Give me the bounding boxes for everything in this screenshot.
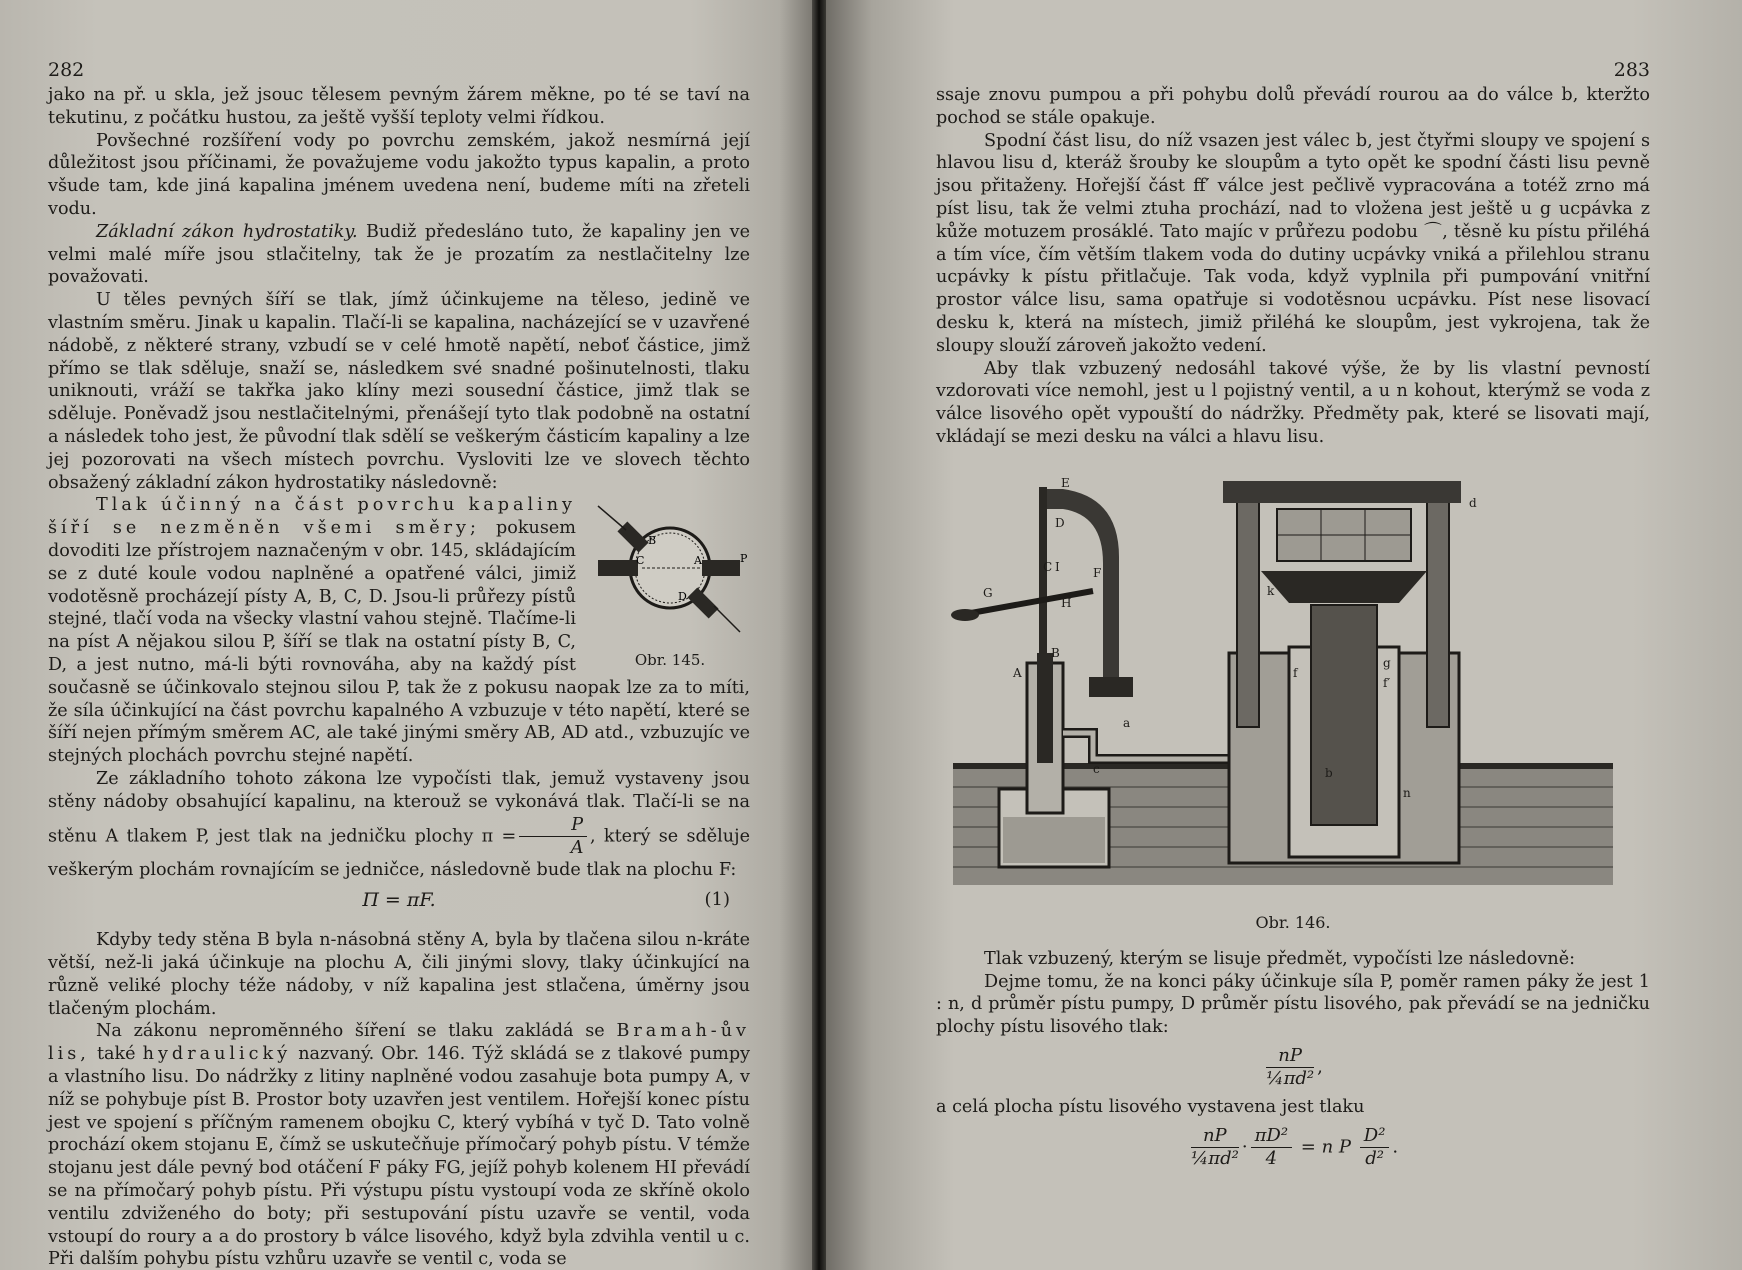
paragraph-text: , který se sděluje veškerým plochám rovnajícím se jedničce, následovně bude tlak na plochu F: <box>48 826 750 880</box>
fig146-label-f-low: f <box>1293 665 1298 680</box>
fig146-label-f: F <box>1093 565 1102 580</box>
law-spaced: Tlak účinný na část povrchu kapaliny šíří se nezměněn všemi směry; <box>48 495 576 539</box>
fig145-label-b: B <box>648 534 657 548</box>
figure-145-drawing <box>590 500 750 640</box>
formula-2-tail: , <box>1317 1056 1323 1078</box>
section-heading: Základní zákon hydrostatiky. <box>96 221 358 242</box>
right-page <box>826 0 1742 1270</box>
fig145-label-a: A <box>694 554 702 568</box>
fraction-numerator: P <box>519 814 587 837</box>
fraction-numerator: nP <box>1191 1125 1239 1148</box>
page-number-right: 283 <box>1613 59 1650 81</box>
figure-146 <box>936 467 1650 932</box>
paragraph: ssaje znovu pumpou a při pohybu dolů převádí rourou aa do válce b, kteržto pochod se stále opakuje. <box>936 85 1650 128</box>
paragraph-text: pokusem dovoditi lze přístrojem naznačeným v obr. 145, skládajícím se z duté koule vodou naplněné a opatřené válci, jimiž vodotěsně procházejí písty A, B, C, D. Jsou-li průřezy pístů stejné, tlačí voda na všecky vlastní vahou stejně. Tlačíme-li na píst A nějakou silou P, šíří se tlak na ostatní písty B, C, D, a jest nutno, má-li býti rovnováha, aby na každý píst současně se účinkovalo stejnou silou P, tak že z pokusu naopak lze za to míti, že síla účinkující na část povrchu kapalného A vzbuzuje v této napětí, které se šíří nejen přímým směrem AC, ale také jinými směry AB, AD atd., vzbuzujíc ve stejných plochách povrchu stejné napětí. <box>48 518 750 767</box>
formula-3-equals: = n P <box>1300 1136 1352 1158</box>
fig146-label-e: E <box>1061 475 1070 490</box>
paragraph <box>48 221 750 289</box>
fig146-label-n: n <box>1403 785 1411 800</box>
right-body-lower <box>936 948 1650 1170</box>
paragraph: Dejme tomu, že na konci páky účinkuje síla P, poměr ramen páky že jest 1 : n, d průměr pístu pumpy, D průměr pístu lisového, pak převádí se na jedničku plochy pístu lisového tlak: <box>936 971 1650 1038</box>
paragraph: Aby tlak vzbuzený nedosáhl takové výše, že by lis vlastní pevností vzdorovati více nemohl, jest u l pojistný ventil, a u n kohout, kterýmž se voda z válce lisového opět vypouští do nádržky. Předměty pak, které se lisovati mají, vkládají se mezi desku na válci a hlavu lisu. <box>936 358 1650 447</box>
book-spine <box>812 0 826 1270</box>
fig146-label-b-cap: B <box>1051 645 1060 660</box>
fig146-label-a-cap: A <box>1013 665 1022 680</box>
fig146-label-k: k <box>1267 583 1275 598</box>
formula-2-fraction <box>1266 1045 1314 1090</box>
fraction-numerator: D² <box>1360 1125 1390 1148</box>
formula-3-fraction-b <box>1251 1125 1292 1170</box>
figure-145-caption: Obr. 145. <box>634 651 706 670</box>
fig146-label-f-prime: f′ <box>1383 675 1391 690</box>
fraction-denominator: d² <box>1365 1147 1384 1169</box>
formula-1 <box>48 889 750 917</box>
paragraph: Povšechné rozšíření vody po povrchu zemském, jakož nesmírná její důležitost jsou příčinami, že považujeme vodu jakožto typus kapalin, a proto všude tam, kde jiná kapalina jménem uvedena není, budeme míti na zřeteli vodu. <box>48 130 750 219</box>
fig146-label-a: a <box>1123 715 1131 730</box>
paragraph-text: Ze základního tohoto zákona lze vypočísti tlak, jemuž vystaveny jsou stěny nádoby obsahující kapalinu, na kterouž se vykonává tlak. Tlačí-li se na stěnu A tlakem P, jest tlak na jedničku plochy π = <box>48 768 750 846</box>
left-page <box>0 0 812 1270</box>
page-number-left: 282 <box>48 59 85 81</box>
fraction-denominator: ¼πd² <box>1266 1067 1315 1089</box>
right-body <box>936 84 1650 449</box>
paragraph <box>48 1020 750 1270</box>
fig146-label-d: d <box>1469 495 1477 510</box>
fig146-label-c-cap: C <box>1043 559 1053 574</box>
paragraph: Kdyby tedy stěna B byla n-násobná stěny A, byla by tlačena silou n-kráte větší, než-li jaká účinkuje na plochu A, čili jinými slovy, tlaky účinkující na různě veliké plochy téže nádoby, v níž kapalina jest stlačena, úměrny jsou tlačeným plochám. <box>48 930 750 1019</box>
formula-3-dot: · <box>1241 1136 1248 1158</box>
formula-3 <box>936 1125 1650 1170</box>
formula-2 <box>936 1045 1650 1090</box>
formula-1-expression: Π = πF. <box>362 889 436 912</box>
fraction-denominator: ¼πd² <box>1190 1147 1239 1169</box>
fig146-label-g-low: g <box>1383 655 1391 670</box>
fraction-denominator: 4 <box>1265 1147 1278 1169</box>
left-body <box>48 84 750 1270</box>
fig146-label-i: I <box>1055 559 1060 574</box>
fig146-label-g: G <box>983 585 993 600</box>
figure-145 <box>590 500 750 670</box>
fig146-label-d-cap: D <box>1055 515 1065 530</box>
paragraph-text: nazvaný. Obr. 146. Týž skládá se z tlakové pumpy a vlastního lisu. Do nádržky z litiny naplněné vodou zasahuje bota pumpy A, v níž se pohybuje píst B. Prostor boty uzavřen jest ventilem. Hořejší konec pístu jest ve spojení s příčným ramenem obojku C, který vybíhá v tyč D. Tato volně prochází okem stojanu E, čímž se uskutečňuje přímočarý pohyb pístu. V témže stojanu jest dále pevný bod otáčení F páky FG, jejíž pohyb kolenem HI převádí se na přímočarý pohyb pístu. Při výstupu pístu vystoupí voda ze skříně okolo ventilu zdviženého do boty; při sestupování pístu uzavře se ventil, voda vstoupí do roury a a do prostory b válce lisového, když byla zdvihla ventil u c. Při dalším pohybu pístu vzhůru uzavře se ventil c, voda se <box>48 1044 751 1270</box>
figure-146-caption: Obr. 146. <box>1255 912 1331 932</box>
fig145-label-p: P <box>740 552 748 566</box>
figure-146-drawing <box>943 467 1643 907</box>
paragraph: Spodní část lisu, do níž vsazen jest válec b, jest čtyřmi sloupy ve spojení s hlavou lisu d, kteráž šrouby ke sloupům a tyto opět ke spodní části lisu pevně jsou přitaženy. Hořejší část ff′ válce jest pečlivě vypracována a totéž zrno má píst lisu, tak že velmi ztuha prochází, nad to vložena jest ještě u g ucpávka z kůže motuzem prosáklé. Tato majíc v průřezu podobu ⌒, těsně ku pístu přiléhá a tím více, čím větším tlakem voda do dutiny ucpávky vniká a přilehlou stranu ucpávky k pístu přitlačuje. Tak voda, když vyplnila při pumpování vnitřní prostor válce lisu, sama opatřuje si vodotěsnou ucpávku. Píst nese lisovací desku k, která na místech, jimiž přiléhá ke sloupům, jest vykrojena, tak že sloupy slouží zároveň jakožto vedení. <box>936 130 1650 356</box>
formula-3-fraction-c <box>1360 1125 1390 1170</box>
paragraph: U těles pevných šíří se tlak, jímž účinkujeme na těleso, jedině ve vlastním směru. Jinak u kapalin. Tlačí-li se kapalina, nacházející se v uzavřené nádobě, z některé strany, vzbudí se v celé hmotě napětí, neboť částice, jimž přímo se tlak sděluje, snaží se, následkem své snadné pošinutelnosti, tlaku uniknouti, vráží se takřka jako klíny mezi sousední částice, jimž tlak se sděluje. Poněvadž jsou nestlačitelnými, přenášejí tyto tlak podobně na ostatní a následek toho jest, že původní tlak sdělí se veškerým částicím kapaliny a lze jej pozorovati na všech místech povrchu. Vysloviti lze ve slovech těchto obsažený základní zákon hydrostatiky následovně: <box>48 290 750 493</box>
paragraph: a celá plocha pístu lisového vystavena jest tlaku <box>936 1096 1365 1117</box>
paragraph: jako na př. u skla, jež jsouc tělesem pevným žárem měkne, po té se taví na tekutinu, z počátku hustou, za ještě vyšší teploty velmi řídkou. <box>48 85 750 128</box>
fraction-numerator: πD² <box>1251 1125 1292 1148</box>
paragraph-text: také <box>96 1044 136 1065</box>
formula-1-number: (1) <box>704 889 730 911</box>
spaced-term: hydraulický <box>142 1044 292 1065</box>
formula-3-fraction-a <box>1191 1125 1239 1170</box>
fig145-label-c: C <box>636 554 645 568</box>
fig146-label-h: H <box>1061 595 1072 610</box>
formula-3-end: . <box>1392 1136 1399 1158</box>
paragraph-text: Na zákonu nepromĕnného šíření se tlaku zakládá se <box>96 1021 605 1042</box>
paragraph-text: Budiž předesláno tuto, že kapaliny jen ve velmi malé míře jsou stlačitelny, tak že je prozatím za nestlačitelny lze považovati. <box>48 221 751 288</box>
fraction-denominator: A <box>570 837 584 858</box>
fraction-p-over-a <box>519 814 587 859</box>
fig146-label-b: b <box>1325 765 1333 780</box>
spaced-term: Bramah-ův lis, <box>48 1021 750 1065</box>
paragraph: Tlak vzbuzený, kterým se lisuje předmět, vypočísti lze následovně: <box>984 948 1576 969</box>
paragraph <box>48 768 750 881</box>
fig145-label-d: D <box>678 590 687 604</box>
fig146-label-c: c <box>1093 761 1100 776</box>
fraction-numerator: nP <box>1266 1045 1314 1068</box>
